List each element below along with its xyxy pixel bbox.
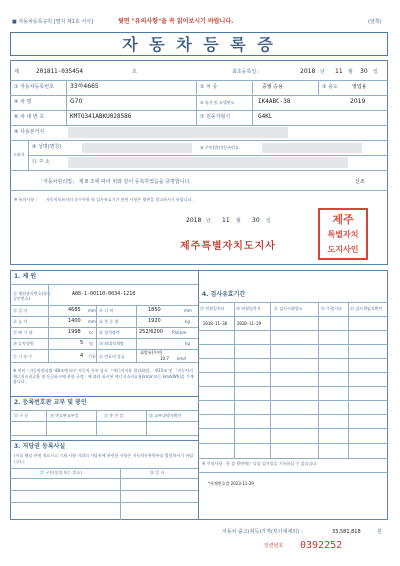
inspection-section-title: 4. 검사유효기간: [202, 291, 246, 298]
official-seal: [318, 208, 368, 260]
doc-no-label: 제: [14, 69, 19, 75]
notice-text: 뒷면 "유의사항"을 꼭 읽어보시기 바랍니다.: [118, 18, 234, 25]
seats-label: ⑲ 승차정원: [13, 341, 34, 346]
redacted-location: [68, 127, 288, 138]
price-unit: 원: [377, 529, 382, 535]
price: 33,581,818: [332, 529, 361, 535]
issue-month-unit: 월: [236, 218, 241, 224]
redacted-name: [82, 143, 192, 153]
mortgage-header-date: ㉘ 일 자: [150, 470, 165, 475]
first-reg-year: 2018: [300, 68, 316, 75]
fuel-efficiency-unit: km/ℓ: [177, 356, 187, 361]
usage-label: ③ 용도: [322, 84, 338, 90]
issue-year: 2018: [186, 217, 202, 224]
doc-no-suffix: 호: [132, 69, 137, 75]
fuel-type-label: ㉒ 연료의 종류: [99, 354, 125, 359]
seal-line-2: 특별자치: [327, 229, 359, 239]
first-reg-label: 최초등록일 :: [232, 69, 260, 75]
side-note: (앞쪽): [368, 19, 382, 25]
plate-header-type: ㉓ 구 분: [14, 413, 29, 418]
month-unit: 월: [348, 69, 353, 75]
insp-to-date: 2020-11-29: [237, 321, 262, 326]
length-unit: mm: [88, 308, 96, 313]
page-title: 자 동 차 등 록 증: [122, 35, 276, 54]
insp-note: ※ 주의사항 : 한 장 뒷면에는 다음 검사일을 기록하실 수 있습니다.: [202, 461, 318, 466]
spec-note: ※ 연비 : 자동차관리법 제8조에 따른 자동차 등록 당시 「에너지이용 합리화법」 제15조 및 「자동차의 에너지소비효율 및 등급표시에 관한 규정」에 따라 표시된 에너지소비효율(km/ℓ 또는 km/kWh)을 기재합니다.: [13, 368, 194, 384]
displacement-unit: cc: [89, 330, 94, 335]
caution-text: 자동차보유자의 준수사항 및 검사유효기간 관련 사항은 뒷면을 참고하시기 바랍니다.: [46, 197, 193, 202]
seats: 5: [80, 340, 84, 346]
fuel-efficiency: 10.7: [160, 356, 169, 361]
plate-header-seal: ㉕ 봉 인 일: [104, 413, 124, 418]
width-label: ⑭ 너 비: [99, 308, 114, 313]
cylinders-unit: 기통: [88, 354, 96, 359]
gross-weight-unit: kg: [185, 319, 190, 324]
engine-type-label: ⑦ 원동기형식: [200, 114, 231, 120]
vin: KMTG341ABKU028586: [70, 113, 132, 120]
first-reg-day: 30: [360, 68, 368, 75]
insp-from-date: 2018-11-30: [203, 321, 228, 326]
seats-unit: 명: [89, 341, 93, 346]
insp-mark: *자체번호발 2023-11-29: [208, 481, 254, 486]
gross-weight: 1920: [148, 318, 161, 324]
redacted-id: [262, 143, 362, 153]
height-unit: mm: [88, 319, 96, 324]
statement-text: 「자동차관리법」 제 8 조에 따라 위와 같이 등록하였음을 증명합니다.: [38, 179, 192, 185]
caution-label: ※ 유의사항 :: [14, 197, 37, 202]
insp-header-from: ㉙ 연월일부터: [200, 306, 225, 311]
spec-id-label: ⑫ 제원관리번호(형식승인번호): [13, 291, 51, 301]
length: 4685: [68, 307, 81, 313]
reissue-type: 신조: [355, 179, 365, 185]
displacement: 1998: [68, 329, 81, 335]
model-year: 2019: [350, 98, 366, 105]
insp-header-mileage: ㉜ 주행거리: [321, 306, 342, 311]
usage: 영업용: [352, 84, 367, 90]
owner-id-label: ⑩ 주민(법인)등록번호: [200, 145, 239, 150]
power-label: ⑱ 정격출력: [99, 330, 120, 335]
mortgage-desc: (이를 해당 란에 적으시고 기재 사항 이외의 저당권에 관련한 사항은 자동차등록원부를 열람하시기 바랍니다.): [14, 453, 194, 464]
height: 1400: [68, 318, 81, 324]
model-label: ⑤ 형식 및 모델연도: [200, 100, 235, 105]
reg-number-label: ① 자동차등록번호: [14, 84, 54, 90]
seal-line-3: 도지사인: [327, 244, 359, 254]
price-label: 자동차 출고(취득)가격(부가세제외) :: [222, 529, 303, 535]
vehicle-type: 중형 승용: [262, 84, 283, 90]
insp-header-place: ㉛ 검사시행장소: [274, 306, 303, 311]
serial-number: 0392252: [300, 540, 343, 551]
width: 1850: [148, 307, 161, 313]
issuer-name: 제주특별자치도지사: [180, 241, 276, 252]
vehicle-type-label: ② 차 종: [200, 84, 218, 90]
width-unit: mm: [184, 308, 192, 313]
plate-header-agent: ㉖ 교부대행자확인: [149, 413, 182, 418]
mortgage-header-type: ㉗ 구분(설정 또는 말소): [40, 470, 82, 475]
power: 252/6200: [139, 329, 163, 335]
max-load-label: ⑳ 최대적재량: [99, 341, 124, 346]
displacement-label: ⑰ 배 기 량: [13, 330, 33, 335]
owner-address-label: ⑪ 주 소: [32, 159, 50, 165]
issue-day-unit: 일: [266, 218, 271, 224]
fuel-type: 휘발유(무연): [140, 350, 163, 355]
spec-id: A08-1-00110-0034-1218: [72, 291, 136, 297]
issue-month: 11: [222, 217, 230, 224]
vin-label: ⑥ 차 대 번 호: [14, 114, 45, 120]
car-name: G70: [70, 98, 83, 105]
issue-year-unit: 년: [206, 218, 211, 224]
day-unit: 일: [373, 69, 378, 75]
cylinders: 4: [80, 353, 84, 359]
redacted-address: [68, 157, 348, 168]
max-load-unit: kg: [185, 341, 190, 346]
length-label: ⑬ 길 이: [13, 308, 28, 313]
year-unit: 년: [320, 69, 325, 75]
car-name-label: ④ 차 명: [14, 99, 32, 105]
spec-section-title: 1. 제 원: [14, 273, 37, 280]
model: IK4ABC-38: [258, 98, 291, 105]
mortgage-section-title: 3. 저당권 등록사실: [14, 443, 66, 450]
first-reg-month: 11: [335, 68, 343, 75]
insp-header-officer: ㉝ 검사책임자확인: [350, 306, 383, 311]
insp-header-to: ㉚ 연월일까지: [236, 306, 261, 311]
plate-section-title: 2. 등록번호판 교부 및 봉인: [14, 399, 87, 406]
cylinders-label: ㉑ 기 통 수: [13, 354, 33, 359]
height-label: ⑮ 높 이: [13, 319, 28, 324]
doc-number: 201811-035454: [36, 68, 83, 75]
reg-number: 33하4665: [70, 83, 99, 90]
serial-label: 일련번호: [264, 543, 284, 549]
issue-day: 30: [252, 217, 260, 224]
power-unit: PS/rpm: [172, 330, 187, 335]
gross-weight-label: ⑯ 총 중 량: [99, 319, 119, 324]
owner-group-label: 소유자: [13, 152, 25, 157]
engine-type: G4KL: [258, 113, 273, 120]
location-label: ⑧ 사용본거지: [14, 129, 45, 135]
form-reference: ■ 자동차등록규칙 [별지 제1호 서식]: [12, 19, 93, 25]
owner-name-label: ⑨ 성명(명칭): [32, 144, 62, 150]
plate-header-issue: ㉔ 번호판교부일: [50, 413, 79, 418]
seal-line-1: 제주: [332, 213, 354, 226]
